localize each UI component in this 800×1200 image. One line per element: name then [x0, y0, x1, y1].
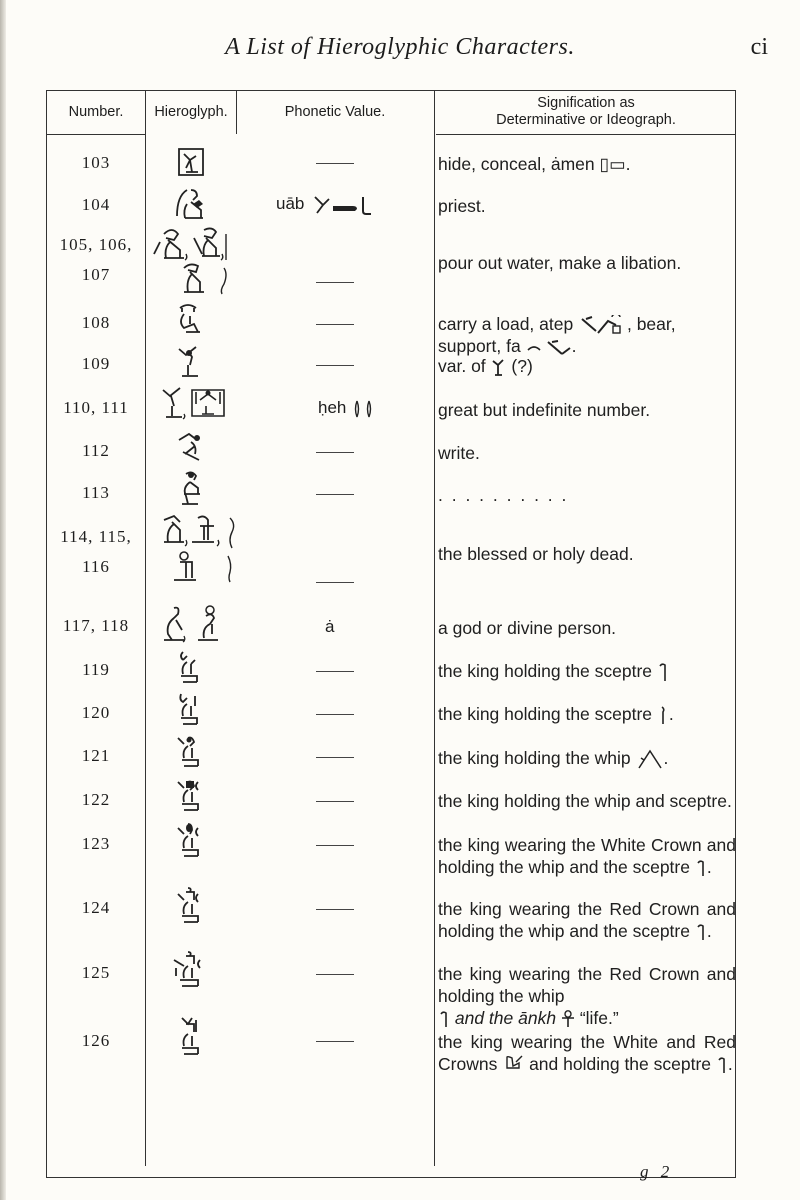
hieroglyph-123	[174, 822, 202, 858]
phonetic-dash	[316, 909, 354, 910]
phonetic-dash	[316, 757, 354, 758]
row-123-signification: the king wearing the White Crown and holding the whip and the sceptre .	[438, 835, 736, 877]
seated-figure-glyph	[491, 357, 507, 377]
phonetic-dash	[316, 582, 354, 583]
hieroglyph-105-107	[150, 224, 230, 296]
horned-viper-and-carrier-glyph	[526, 340, 572, 356]
phonetic-dash	[316, 452, 354, 453]
hieroglyph-121	[174, 734, 202, 768]
row-117-phonetic: ȧ	[325, 617, 335, 636]
phonetic-dash	[316, 714, 354, 715]
row-103-signification: hide, conceal, ȧmen ▯▭.	[438, 154, 631, 174]
row-123-number: 123	[81, 834, 111, 853]
phonetic-dash	[316, 974, 354, 975]
row-108-signification: carry a load, atep , bear, support, fa .	[438, 314, 676, 357]
row-107-number: 107	[81, 265, 111, 284]
phonetic-dash	[316, 494, 354, 495]
phonetic-dash	[316, 282, 354, 283]
phonetic-dash	[316, 1041, 354, 1042]
row-126-number: 126	[81, 1031, 111, 1050]
heqa-sceptre-icon	[657, 662, 669, 682]
row-109-number: 109	[81, 354, 111, 373]
phonetic-dash	[316, 163, 354, 164]
row-119-signification: the king holding the sceptre	[438, 660, 736, 682]
heqa-sceptre-icon	[438, 1010, 450, 1028]
page-number: ci	[750, 34, 768, 60]
row-105-signification: pour out water, make a libation.	[438, 253, 682, 273]
hieroglyph-108	[174, 302, 204, 336]
row-120-signification: the king holding the sceptre .	[438, 704, 674, 724]
row-120-number: 120	[81, 703, 111, 722]
row-126-signification: the king wearing the White and Red Crowns and holding the sceptre .	[438, 1031, 736, 1076]
hieroglyph-125	[170, 950, 204, 988]
row-117-signification: a god or divine person.	[438, 618, 617, 638]
phonetic-glyph-uab	[311, 195, 373, 215]
double-crown-icon	[502, 1054, 524, 1076]
row-114-signification: the blessed or holy dead.	[438, 544, 634, 564]
phonetic-dash	[316, 365, 354, 366]
hieroglyph-110-111	[160, 386, 230, 420]
phonetic-glyph-heh-plants	[351, 400, 375, 418]
hieroglyph-103	[176, 146, 206, 178]
column-header-hieroglyph: Hieroglyph.	[154, 103, 228, 120]
flail-icon	[636, 749, 664, 769]
column-header-signification-line1: Signification as	[537, 95, 635, 111]
hieroglyph-120	[177, 692, 201, 726]
row-122-number: 122	[81, 790, 111, 809]
phonetic-dash	[316, 845, 354, 846]
phonetic-dash	[316, 801, 354, 802]
row-119-number: 119	[82, 660, 110, 679]
row-103-number: 103	[81, 153, 111, 172]
signature-mark: g 2	[640, 1162, 674, 1181]
row-110-number: 110, 111	[63, 398, 129, 417]
load-carrier-glyph	[578, 315, 622, 335]
heqa-sceptre-icon	[695, 859, 707, 877]
row-124-number: 124	[81, 898, 111, 917]
row-104-signification: priest.	[438, 196, 486, 216]
row-113-signification: . . . . . . . . . .	[438, 485, 569, 505]
row-114-number: 114, 115,	[60, 527, 132, 546]
hieroglyph-124	[174, 886, 202, 924]
hieroglyph-109	[176, 345, 202, 379]
heqa-sceptre-icon	[716, 1056, 728, 1074]
hieroglyph-126	[174, 1016, 202, 1056]
hieroglyph-114-116	[160, 512, 240, 586]
column-header-number: Number.	[68, 103, 124, 120]
row-125-number: 125	[81, 963, 111, 982]
page-title: A List of Hieroglyphic Characters.	[225, 34, 575, 60]
heqa-sceptre-icon	[695, 923, 707, 941]
phonetic-dash	[316, 671, 354, 672]
ankh-icon	[561, 1010, 575, 1028]
hieroglyph-table	[46, 90, 736, 1178]
row-112-number: 112	[82, 441, 110, 460]
row-121-signification: the king holding the whip .	[438, 748, 669, 768]
hieroglyph-117-118	[160, 604, 224, 644]
column-header-signification	[436, 90, 736, 134]
row-124-signification: the king wearing the Red Crown and holding the whip and the sceptre .	[438, 899, 736, 941]
column-header-phonetic: Phonetic Value.	[284, 103, 386, 120]
column-header-signification-line2: Determinative or Ideograph.	[496, 112, 676, 128]
row-104-number: 104	[81, 195, 111, 214]
running-head	[0, 34, 800, 64]
row-125-signification: the king wearing the Red Crown and holding the whip and the ānkh “life.”	[438, 964, 736, 1028]
phonetic-dash	[316, 324, 354, 325]
row-116-number: 116	[82, 557, 110, 576]
staff-sceptre-icon	[657, 705, 669, 725]
hieroglyph-104	[173, 186, 207, 220]
hieroglyph-113	[176, 470, 204, 506]
row-110-phonetic: ḥeh	[318, 398, 398, 418]
row-108-number: 108	[81, 313, 111, 332]
row-112-signification: write.	[438, 443, 480, 463]
row-117-number: 117, 118	[62, 616, 130, 635]
row-121-number: 121	[81, 746, 111, 765]
row-105-number: 105, 106,	[59, 235, 133, 254]
row-110-signification: great but indefinite number.	[438, 400, 651, 420]
row-122-signification: the king holding the whip and sceptre.	[438, 791, 732, 811]
row-104-phonetic: uāb	[276, 194, 426, 215]
hieroglyph-119	[177, 650, 201, 684]
page-edge-shadow	[0, 0, 6, 1200]
row-109-signification: var. of (?)	[438, 356, 533, 376]
hieroglyph-122	[174, 778, 202, 812]
row-113-number: 113	[82, 483, 110, 502]
hieroglyph-112	[175, 430, 205, 462]
